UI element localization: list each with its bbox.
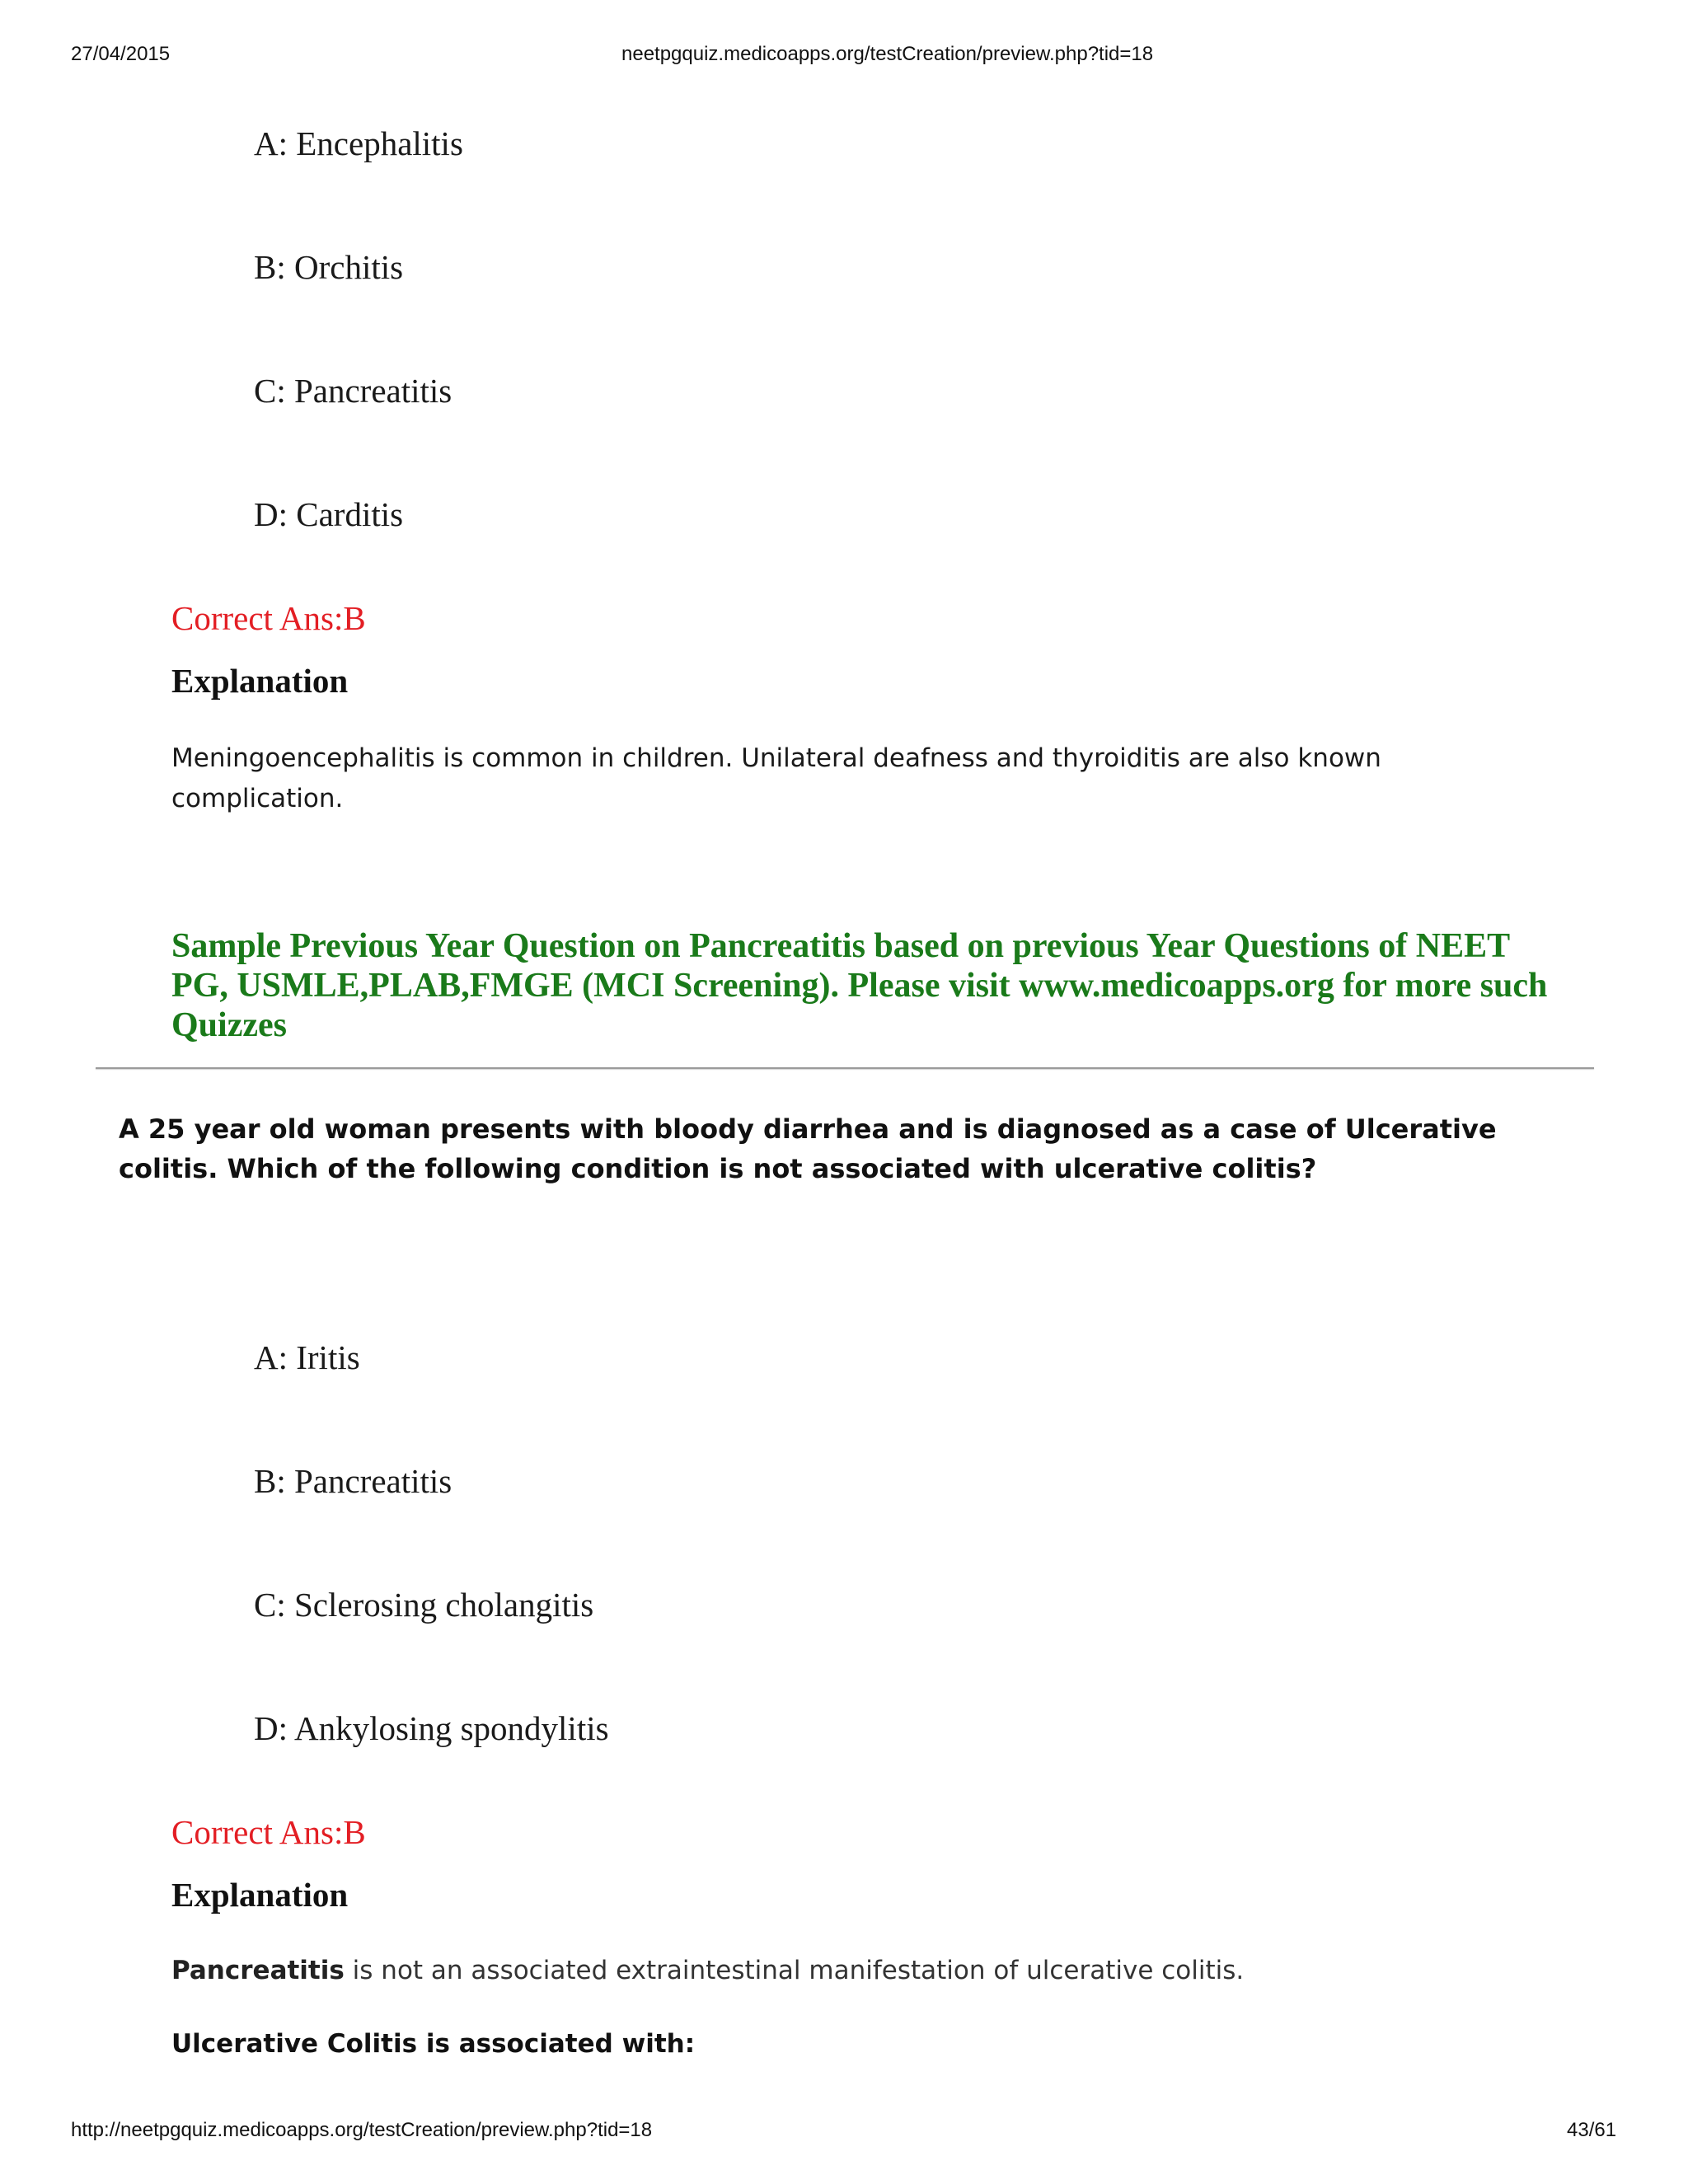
q1-explanation-text: Meningoencephalitis is common in children. Unilateral deafness and thyroiditis are also known complication. [171, 743, 1381, 813]
q2-option-b: B: Pancreatitis [254, 1462, 452, 1500]
q1-correct-answer: Correct Ans:B [171, 599, 366, 637]
q2-question: A 25 year old woman presents with bloody diarrhea and is diagnosed as a case of Ulcerative colitis. Which of the following condition is not associated with ulcerative colitis? [119, 1113, 1497, 1184]
q1-option-d: D: Carditis [254, 495, 404, 533]
q2-option-d: D: Ankylosing spondylitis [254, 1709, 609, 1747]
q2-explanation-line [171, 1956, 1244, 1985]
print-url: neetpgquiz.medicoapps.org/testCreation/preview.php?tid=18 [621, 43, 1154, 65]
q2-correct-answer: Correct Ans:B [171, 1813, 366, 1851]
q1-option-b: B: Orchitis [254, 248, 404, 286]
divider [96, 1067, 1594, 1069]
q1-option-a: A: Encephalitis [254, 124, 463, 162]
q2-explanation-rest: is not an associated extraintestinal manifestation of ulcerative colitis. [344, 1956, 1245, 1985]
print-date: 27/04/2015 [71, 43, 171, 65]
footer-url: http://neetpgquiz.medicoapps.org/testCreation/preview.php?tid=18 [71, 2119, 653, 2141]
q1-explanation-title: Explanation [171, 662, 349, 700]
q2-associated-heading: Ulcerative Colitis is associated with: [171, 2029, 696, 2059]
q2-explanation-bold: Pancreatitis [171, 1956, 345, 1985]
promo-text: Sample Previous Year Question on Pancreatitis based on previous Year Questions of NEET PG, USMLE,PLAB,FMGE (MCI Screening). Please visit www.medicoapps.org for more such Quizzes [171, 927, 1548, 1044]
q1-option-c: C: Pancreatitis [254, 372, 452, 410]
q2-option-c: C: Sclerosing cholangitis [254, 1586, 594, 1624]
page-number: 43/61 [1567, 2119, 1617, 2141]
q2-option-a: A: Iritis [254, 1338, 360, 1376]
q2-explanation-title: Explanation [171, 1876, 349, 1914]
